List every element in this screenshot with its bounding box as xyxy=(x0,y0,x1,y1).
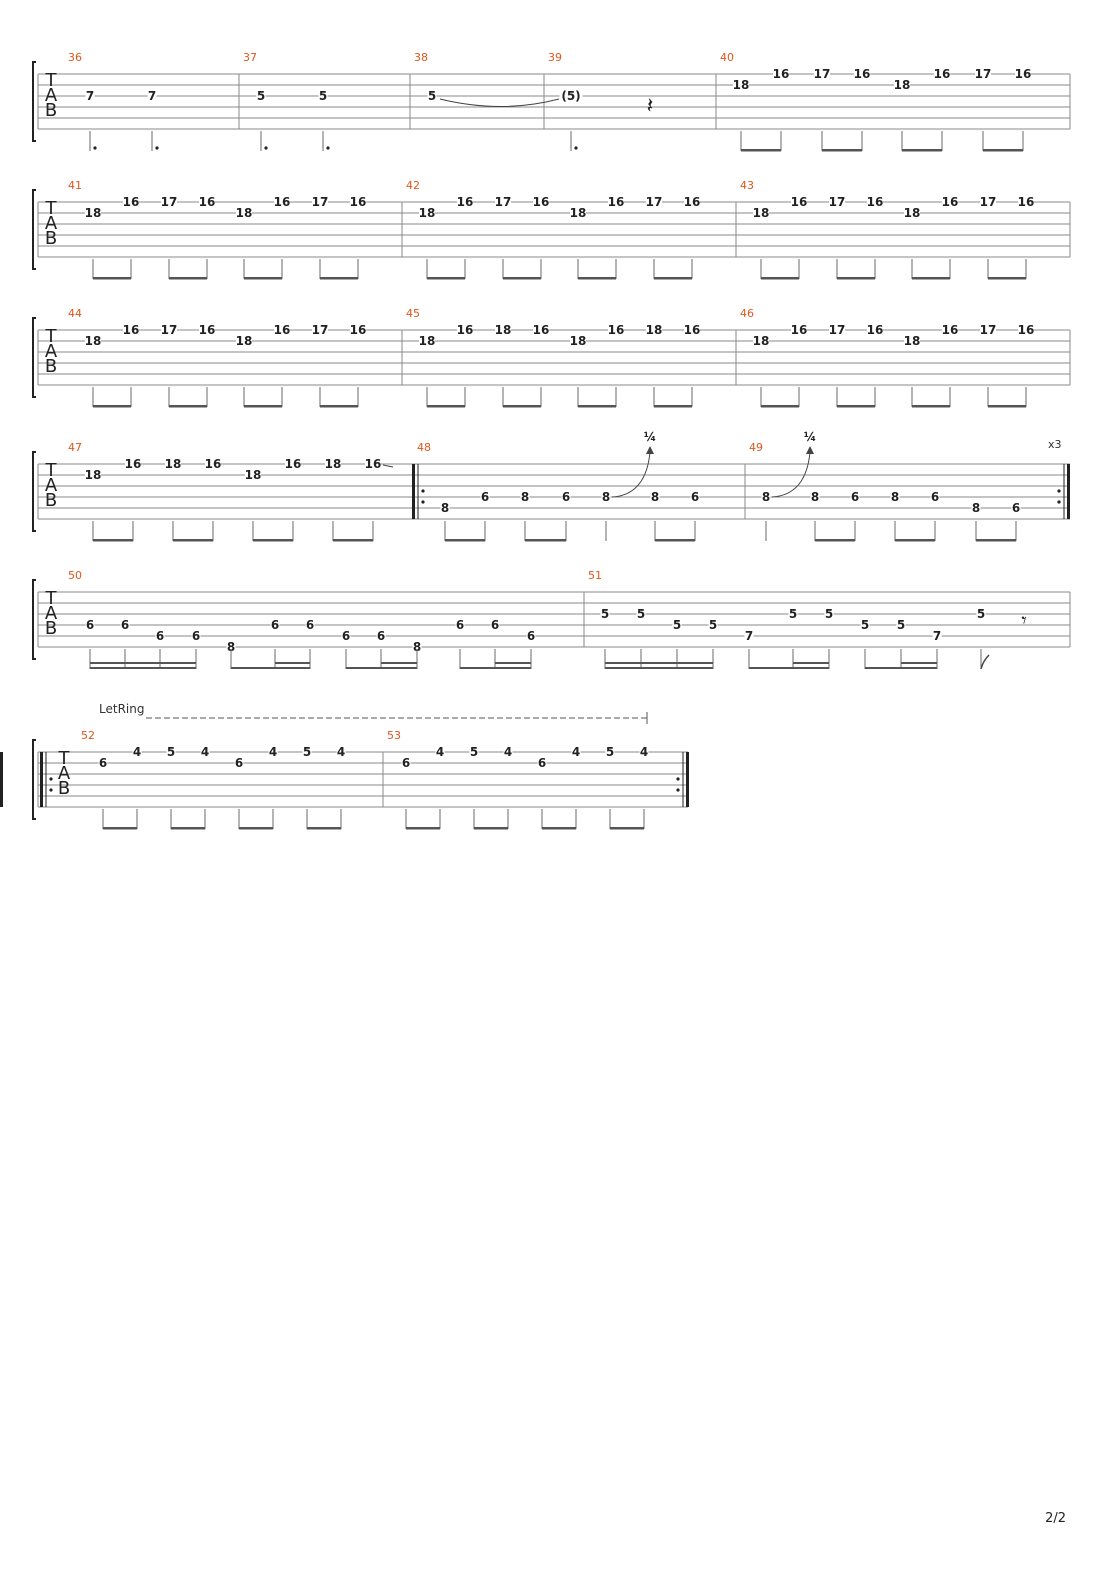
repeat-end-bar xyxy=(1067,464,1070,519)
beam xyxy=(103,827,137,830)
beam xyxy=(253,539,293,542)
fret-number: 6 xyxy=(850,490,860,504)
fret-number: 6 xyxy=(561,490,571,504)
beam xyxy=(346,667,417,669)
fret-number: (5) xyxy=(561,89,581,103)
fret-number: 4 xyxy=(639,745,649,759)
repeat-count: x3 xyxy=(1048,438,1062,451)
system-bracket xyxy=(33,452,36,531)
system-bracket xyxy=(33,318,36,397)
fret-number: 5 xyxy=(600,607,610,621)
quarter-rest: 𝄽 xyxy=(646,94,654,119)
beam xyxy=(173,539,213,542)
measure-number: 52 xyxy=(81,729,95,742)
bend-amount: ¼ xyxy=(803,430,817,444)
fret-number: 6 xyxy=(455,618,465,632)
tab-clef-letter: B xyxy=(44,356,58,377)
fret-number: 7 xyxy=(147,89,157,103)
beam xyxy=(895,539,935,542)
tab-clef-letter: A xyxy=(44,85,58,106)
duration-dot xyxy=(93,146,96,149)
bend-arrow xyxy=(806,446,814,454)
fret-number: 6 xyxy=(155,629,165,643)
fret-number: 8 xyxy=(761,490,771,504)
beam xyxy=(902,149,942,152)
beam xyxy=(837,277,875,280)
measure-number: 39 xyxy=(548,51,562,64)
fret-number: 5 xyxy=(427,89,437,103)
fret-number: 16 xyxy=(607,323,625,337)
fret-number: 6 xyxy=(98,756,108,770)
fret-number: 18 xyxy=(84,334,102,348)
fret-number: 8 xyxy=(810,490,820,504)
fret-number: 18 xyxy=(324,457,342,471)
fret-number: 5 xyxy=(896,618,906,632)
beam xyxy=(169,277,207,280)
tab-system xyxy=(33,430,1070,542)
measure-number: 44 xyxy=(68,307,82,320)
tab-clef-letter: B xyxy=(44,100,58,121)
beam xyxy=(460,667,531,669)
fret-number: 4 xyxy=(435,745,445,759)
fret-number: 17 xyxy=(494,195,512,209)
repeat-dot xyxy=(421,489,424,492)
fret-number: 18 xyxy=(84,206,102,220)
repeat-dot xyxy=(49,788,52,791)
beam xyxy=(983,149,1023,152)
beam xyxy=(90,667,196,669)
repeat-dot xyxy=(49,777,52,780)
system-bracket xyxy=(33,740,36,819)
fret-number: 5 xyxy=(788,607,798,621)
fret-number: 16 xyxy=(941,323,959,337)
beam-secondary xyxy=(901,662,937,664)
fret-number: 5 xyxy=(256,89,266,103)
measure-number: 51 xyxy=(588,569,602,582)
tab-clef-letter: T xyxy=(45,460,57,481)
fret-number: 18 xyxy=(244,468,262,482)
tab-clef-letter: T xyxy=(45,326,57,347)
fret-number: 5 xyxy=(860,618,870,632)
fret-number: 16 xyxy=(532,323,550,337)
fret-number: 6 xyxy=(930,490,940,504)
measure-number: 43 xyxy=(740,179,754,192)
fret-number: 6 xyxy=(191,629,201,643)
fret-number: 16 xyxy=(683,195,701,209)
beam xyxy=(654,277,692,280)
fret-number: 17 xyxy=(160,195,178,209)
fret-number: 16 xyxy=(1017,195,1035,209)
beam xyxy=(474,827,508,830)
fret-number: 16 xyxy=(198,195,216,209)
fret-number: 5 xyxy=(318,89,328,103)
fret-number: 17 xyxy=(160,323,178,337)
fret-number: 4 xyxy=(132,745,142,759)
repeat-dot xyxy=(421,500,424,503)
fret-number: 5 xyxy=(824,607,834,621)
beam xyxy=(654,405,692,408)
beam xyxy=(761,405,799,408)
system-bracket xyxy=(33,190,36,269)
beam xyxy=(169,405,207,408)
measure-number: 48 xyxy=(417,441,431,454)
beam xyxy=(749,667,829,669)
beam xyxy=(988,277,1026,280)
fret-number: 18 xyxy=(732,78,750,92)
beam xyxy=(865,667,937,669)
fret-number: 8 xyxy=(650,490,660,504)
measure-number: 37 xyxy=(243,51,257,64)
system-bracket xyxy=(33,580,36,659)
beam xyxy=(605,667,713,669)
beam xyxy=(320,277,358,280)
beam xyxy=(307,827,341,830)
fret-number: 6 xyxy=(234,756,244,770)
beam xyxy=(503,277,541,280)
fret-number: 6 xyxy=(270,618,280,632)
beam xyxy=(837,405,875,408)
fret-number: 5 xyxy=(636,607,646,621)
fret-number: 6 xyxy=(401,756,411,770)
beam xyxy=(741,149,781,152)
repeat-end-bar xyxy=(686,752,689,807)
tab-clef-letter: B xyxy=(57,778,71,799)
tab-system xyxy=(33,179,1070,280)
fret-number: 17 xyxy=(828,195,846,209)
fret-number: 16 xyxy=(456,195,474,209)
repeat-dot xyxy=(1057,500,1060,503)
fret-number: 4 xyxy=(571,745,581,759)
fret-number: 16 xyxy=(198,323,216,337)
fret-number: 6 xyxy=(480,490,490,504)
beam xyxy=(976,539,1016,542)
fret-number: 18 xyxy=(84,468,102,482)
fret-number: 8 xyxy=(412,640,422,654)
fret-number: 6 xyxy=(490,618,500,632)
fret-number: 16 xyxy=(933,67,951,81)
beam xyxy=(578,405,616,408)
note-flag xyxy=(981,655,989,669)
beam-secondary xyxy=(275,662,310,664)
fret-number: 6 xyxy=(1011,501,1021,515)
fret-number: 16 xyxy=(866,195,884,209)
fret-number: 8 xyxy=(890,490,900,504)
tab-clef-letter: B xyxy=(44,618,58,639)
fret-number: 18 xyxy=(418,334,436,348)
fret-number: 18 xyxy=(752,334,770,348)
fret-number: 8 xyxy=(520,490,530,504)
fret-number: 16 xyxy=(1014,67,1032,81)
fret-number: 17 xyxy=(979,195,997,209)
fret-number: 5 xyxy=(605,745,615,759)
tab-clef-letter: B xyxy=(44,490,58,511)
beam-secondary xyxy=(90,662,196,664)
fret-number: 18 xyxy=(569,334,587,348)
fret-number: 17 xyxy=(813,67,831,81)
measure-number: 42 xyxy=(406,179,420,192)
fret-number: 16 xyxy=(456,323,474,337)
fret-number: 16 xyxy=(273,323,291,337)
fret-number: 8 xyxy=(601,490,611,504)
fret-number: 5 xyxy=(166,745,176,759)
system-bracket xyxy=(33,62,36,141)
page-number: 2/2 xyxy=(1045,1511,1066,1526)
tab-clef-letter: A xyxy=(44,475,58,496)
repeat-dot xyxy=(676,788,679,791)
fret-number: 16 xyxy=(284,457,302,471)
tab-system xyxy=(33,51,1070,152)
bend-arrow xyxy=(646,446,654,454)
fret-number: 16 xyxy=(607,195,625,209)
fret-number: 16 xyxy=(790,195,808,209)
fret-number: 18 xyxy=(494,323,512,337)
beam xyxy=(93,405,131,408)
fret-number: 16 xyxy=(683,323,701,337)
measure-number: 36 xyxy=(68,51,82,64)
beam xyxy=(427,405,465,408)
beam xyxy=(655,539,695,542)
fret-number: 18 xyxy=(752,206,770,220)
fret-number: 16 xyxy=(772,67,790,81)
fret-number: 18 xyxy=(569,206,587,220)
fret-number: 6 xyxy=(120,618,130,632)
beam-secondary xyxy=(605,662,713,664)
beam xyxy=(503,405,541,408)
duration-dot xyxy=(326,146,329,149)
beam xyxy=(93,539,133,542)
beam xyxy=(231,667,310,669)
fret-number: 18 xyxy=(164,457,182,471)
beam xyxy=(610,827,644,830)
fret-number: 4 xyxy=(268,745,278,759)
fret-number: 17 xyxy=(311,195,329,209)
repeat-dot xyxy=(1057,489,1060,492)
fret-number: 18 xyxy=(418,206,436,220)
fret-number: 4 xyxy=(503,745,513,759)
duration-dot xyxy=(264,146,267,149)
beam xyxy=(244,405,282,408)
duration-dot xyxy=(574,146,577,149)
slide-mark xyxy=(383,465,393,467)
fret-number: 16 xyxy=(349,195,367,209)
tab-clef-letter: T xyxy=(45,198,57,219)
beam xyxy=(822,149,862,152)
fret-number: 16 xyxy=(124,457,142,471)
fret-number: 7 xyxy=(85,89,95,103)
fret-number: 18 xyxy=(235,206,253,220)
eighth-rest: 𝄾 xyxy=(1021,608,1027,632)
measure-number: 41 xyxy=(68,179,82,192)
measure-number: 47 xyxy=(68,441,82,454)
beam xyxy=(525,539,566,542)
fret-number: 17 xyxy=(974,67,992,81)
beam xyxy=(445,539,485,542)
fret-number: 6 xyxy=(341,629,351,643)
tab-clef-letter: A xyxy=(44,603,58,624)
beam xyxy=(333,539,373,542)
fret-number: 5 xyxy=(708,618,718,632)
tab-system xyxy=(33,307,1070,408)
repeat-start-bar xyxy=(40,752,43,807)
fret-number: 8 xyxy=(440,501,450,515)
tab-clef-letter: T xyxy=(45,70,57,91)
fret-number: 18 xyxy=(903,334,921,348)
fret-number: 17 xyxy=(979,323,997,337)
fret-number: 16 xyxy=(204,457,222,471)
beam-secondary xyxy=(381,662,417,664)
fret-number: 6 xyxy=(85,618,95,632)
measure-number: 45 xyxy=(406,307,420,320)
beam xyxy=(239,827,273,830)
measure-number: 40 xyxy=(720,51,734,64)
fret-number: 6 xyxy=(526,629,536,643)
measure-number: 49 xyxy=(749,441,763,454)
repeat-start-bar xyxy=(412,464,415,519)
measure-number: 38 xyxy=(414,51,428,64)
fret-number: 16 xyxy=(941,195,959,209)
beam xyxy=(93,277,131,280)
beam xyxy=(171,827,205,830)
measure-number: 53 xyxy=(387,729,401,742)
duration-dot xyxy=(155,146,158,149)
tab-clef-letter: A xyxy=(57,763,71,784)
fret-number: 6 xyxy=(376,629,386,643)
beam xyxy=(815,539,855,542)
beam-secondary xyxy=(495,662,531,664)
fret-number: 5 xyxy=(976,607,986,621)
measure-number: 46 xyxy=(740,307,754,320)
beam xyxy=(761,277,799,280)
fret-number: 7 xyxy=(744,629,754,643)
tab-clef-letter: T xyxy=(58,748,70,769)
fret-number: 18 xyxy=(893,78,911,92)
fret-number: 18 xyxy=(903,206,921,220)
fret-number: 16 xyxy=(122,323,140,337)
fret-number: 6 xyxy=(305,618,315,632)
fret-number: 16 xyxy=(273,195,291,209)
beam xyxy=(578,277,616,280)
tab-system xyxy=(33,569,1070,669)
fret-number: 4 xyxy=(336,745,346,759)
beam xyxy=(912,405,950,408)
fret-number: 16 xyxy=(364,457,382,471)
tab-clef-letter: T xyxy=(45,588,57,609)
repeat-dot xyxy=(676,777,679,780)
fret-number: 6 xyxy=(537,756,547,770)
fret-number: 6 xyxy=(690,490,700,504)
beam xyxy=(406,827,440,830)
fret-number: 7 xyxy=(932,629,942,643)
tab-clef-letter: A xyxy=(44,341,58,362)
tab-system xyxy=(0,702,689,830)
fret-number: 5 xyxy=(469,745,479,759)
beam xyxy=(988,405,1026,408)
let-ring-label: LetRing xyxy=(99,702,145,716)
fret-number: 16 xyxy=(122,195,140,209)
fret-number: 16 xyxy=(1017,323,1035,337)
fret-number: 5 xyxy=(672,618,682,632)
tie xyxy=(440,99,559,107)
fret-number: 18 xyxy=(235,334,253,348)
fret-number: 17 xyxy=(645,195,663,209)
bend-amount: ¼ xyxy=(643,430,657,444)
fret-number: 8 xyxy=(971,501,981,515)
fret-number: 17 xyxy=(311,323,329,337)
beam xyxy=(912,277,950,280)
tab-clef-letter: B xyxy=(44,228,58,249)
fret-number: 16 xyxy=(349,323,367,337)
beam xyxy=(542,827,576,830)
fret-number: 17 xyxy=(828,323,846,337)
fret-number: 4 xyxy=(200,745,210,759)
tab-clef-letter: A xyxy=(44,213,58,234)
measure-number: 50 xyxy=(68,569,82,582)
fret-number: 8 xyxy=(226,640,236,654)
fret-number: 16 xyxy=(790,323,808,337)
beam xyxy=(244,277,282,280)
fret-number: 18 xyxy=(645,323,663,337)
beam xyxy=(320,405,358,408)
fret-number: 16 xyxy=(532,195,550,209)
fret-number: 5 xyxy=(302,745,312,759)
beam-secondary xyxy=(793,662,829,664)
fret-number: 16 xyxy=(866,323,884,337)
fret-number: 16 xyxy=(853,67,871,81)
beam xyxy=(427,277,465,280)
